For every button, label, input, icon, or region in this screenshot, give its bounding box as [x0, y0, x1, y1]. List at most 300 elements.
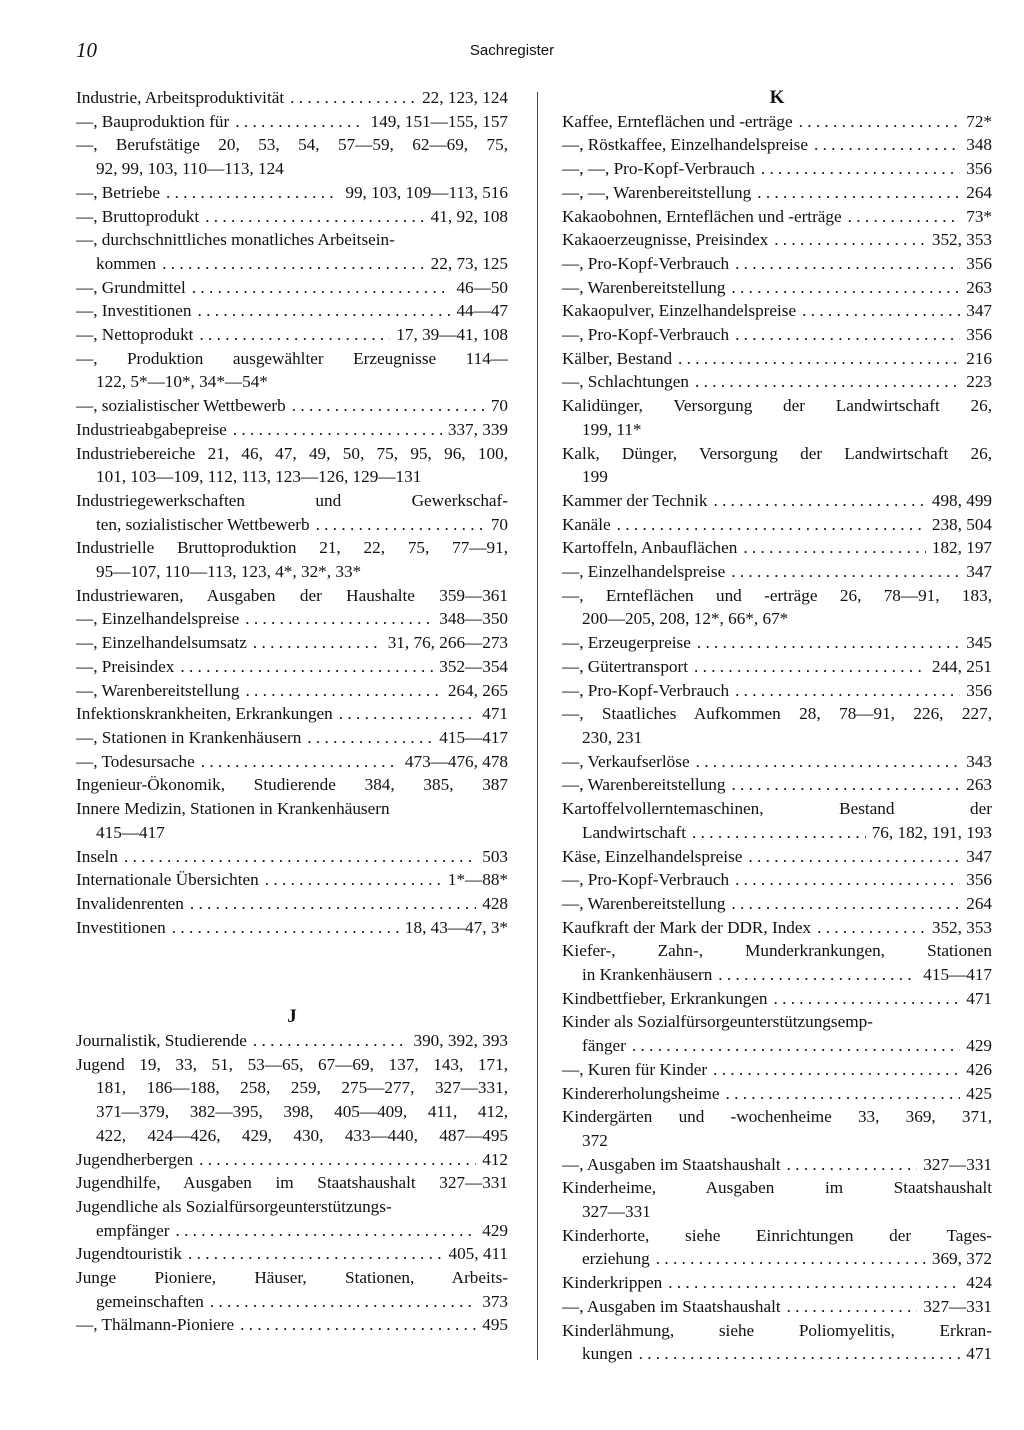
entry-line: [562, 1224, 992, 1248]
entry-pages: 356: [966, 325, 992, 345]
entry-continuation-line: [76, 821, 508, 845]
index-entry: [76, 536, 508, 583]
entry-pages: 216: [966, 348, 992, 368]
dot-leader: [201, 750, 399, 774]
entry-pages: 18, 43—47, 3*: [404, 917, 508, 937]
entry-pages: 471: [966, 1344, 992, 1364]
entry-text: —, Ernteflächen und -erträge 26, 78—91, 183,: [562, 585, 992, 605]
entry-pages: 182, 197: [931, 538, 992, 558]
entry-pages: 415—417: [923, 965, 992, 985]
dot-leader: [718, 963, 917, 987]
index-entry: [562, 916, 992, 940]
entry-pages: 99, 103, 109—113, 516: [345, 182, 508, 202]
index-entry: [562, 347, 992, 371]
index-entry: [562, 584, 992, 631]
dot-leader: [696, 750, 961, 774]
index-entry: [562, 868, 992, 892]
entry-line: [562, 1319, 992, 1343]
entry-term: Landwirtschaft: [582, 822, 687, 842]
entry-line: [76, 584, 508, 608]
dot-leader: [678, 347, 960, 371]
dot-leader: [748, 845, 960, 869]
entry-line: [76, 1171, 508, 1195]
dot-leader: [253, 1029, 408, 1053]
entry-line: [562, 1295, 992, 1319]
entry-term: —, Grundmittel: [76, 277, 186, 297]
entry-pages: 76, 182, 191, 193: [871, 822, 992, 842]
entry-term: kommen: [96, 253, 157, 273]
index-entry: [76, 489, 508, 536]
dot-leader: [787, 1295, 918, 1319]
entry-term: —, Stationen in Krankenhäusern: [76, 727, 302, 747]
index-entry: [76, 607, 508, 631]
entry-line: [76, 536, 508, 560]
entry-pages: 424: [966, 1273, 992, 1293]
entry-line: [562, 323, 992, 347]
dot-leader: [617, 513, 926, 537]
entry-line: [76, 679, 508, 703]
entry-continuation-line: [562, 1200, 992, 1224]
entry-term: —, Todesursache: [76, 751, 195, 771]
entry-line: [76, 418, 508, 442]
entry-term: Kinderkrippen: [562, 1273, 663, 1293]
entry-text: Jugendliche als Sozialfürsorgeunterstützungs-: [76, 1196, 392, 1216]
entry-term: —, Gütertransport: [562, 656, 689, 676]
entry-pages: 495: [482, 1315, 508, 1335]
entry-continuation-line: [76, 1124, 508, 1148]
index-entry: [76, 726, 508, 750]
index-entry: [562, 1105, 992, 1152]
entry-continuation-line: [76, 370, 508, 394]
entry-line: [562, 560, 992, 584]
index-entry: [562, 1153, 992, 1177]
dot-leader: [695, 370, 960, 394]
entry-term: —, Investitionen: [76, 301, 192, 321]
index-entry: [562, 513, 992, 537]
dot-leader: [697, 631, 960, 655]
entry-text: Kalidünger, Versorgung der Landwirtschaft 26,: [562, 396, 992, 416]
entry-continuation-line: [76, 513, 508, 537]
entry-term: Kindererholungsheime: [562, 1083, 720, 1103]
dot-leader: [292, 394, 485, 418]
index-entry: [562, 110, 992, 134]
entry-term: Journalistik, Studierende: [76, 1031, 247, 1051]
entry-line: [562, 845, 992, 869]
entry-pages: 17, 39—41, 108: [396, 325, 508, 345]
index-entry: [562, 1295, 992, 1319]
index-entry: [76, 1171, 508, 1195]
entry-term: —, Warenbereitstellung: [76, 680, 240, 700]
dot-leader: [668, 1271, 960, 1295]
entry-pages: 405, 411: [448, 1244, 508, 1264]
entry-term: —, Einzelhandelspreise: [76, 609, 240, 629]
dot-leader: [632, 1034, 960, 1058]
entry-line: [562, 1105, 992, 1129]
entry-line: [562, 1058, 992, 1082]
index-entry: [562, 276, 992, 300]
index-entry: [76, 1029, 508, 1053]
index-entry: [562, 1176, 992, 1223]
entry-term: —, Pro-Kopf-Verbrauch: [562, 325, 730, 345]
entry-pages: 149, 151—155, 157: [370, 111, 508, 131]
entry-term: —, Bauproduktion für: [76, 111, 230, 131]
entry-term: Käse, Einzelhandelspreise: [562, 846, 743, 866]
entry-term: —, Erzeugerpreise: [562, 633, 691, 653]
entry-line: [562, 513, 992, 537]
entry-text: 422, 424—426, 429, 430, 433—440, 487—495: [96, 1125, 508, 1145]
index-entry: [562, 1224, 992, 1271]
dot-leader: [199, 323, 390, 347]
dot-leader: [339, 702, 476, 726]
entry-term: erziehung: [582, 1249, 650, 1269]
entry-pages: 263: [966, 775, 992, 795]
index-entry: [76, 868, 508, 892]
index-entry: [76, 584, 508, 608]
dot-leader: [639, 1342, 961, 1366]
entry-term: —, Schlachtungen: [562, 372, 689, 392]
entry-text: 95—107, 110—113, 123, 4*, 32*, 33*: [96, 562, 362, 582]
entry-pages: 31, 76, 266—273: [387, 633, 508, 653]
entry-term: in Krankenhäusern: [582, 965, 713, 985]
index-entry: [562, 845, 992, 869]
entry-pages: 70: [490, 514, 508, 534]
index-entry: [562, 394, 992, 441]
entry-text: Industrielle Bruttoproduktion 21, 22, 75, 77—91,: [76, 538, 508, 558]
entry-pages: 356: [966, 159, 992, 179]
dot-leader: [175, 1219, 476, 1243]
entry-continuation-line: [562, 465, 992, 489]
entry-line: [76, 1242, 508, 1266]
entry-pages: 70: [490, 396, 508, 416]
dot-leader: [307, 726, 433, 750]
index-entry: [76, 181, 508, 205]
entry-line: [562, 655, 992, 679]
index-entry: [562, 1271, 992, 1295]
entry-continuation-line: [76, 1100, 508, 1124]
entry-pages: 498, 499: [931, 490, 992, 510]
entry-term: Kammer der Technik: [562, 490, 708, 510]
entry-line: [76, 323, 508, 347]
index-column-left: [76, 86, 508, 1337]
entry-line: [562, 916, 992, 940]
index-entry: [562, 679, 992, 703]
dot-leader: [692, 821, 866, 845]
section-letter: J: [287, 1006, 297, 1028]
entry-term: —, Warenbereitstellung: [562, 775, 726, 795]
index-entry: [562, 773, 992, 797]
dot-leader: [726, 1082, 961, 1106]
index-entry: [76, 702, 508, 726]
index-entry: [76, 797, 508, 844]
entry-term: —, Pro-Kopf-Verbrauch: [562, 680, 730, 700]
entry-text: —, Staatliches Aufkommen 28, 78—91, 226, 227,: [562, 704, 992, 724]
entry-continuation-line: [562, 1342, 992, 1366]
index-entry: [76, 86, 508, 110]
entry-continuation-line: [562, 418, 992, 442]
entry-line: [76, 1029, 508, 1053]
entry-pages: 244, 251: [931, 656, 992, 676]
entry-pages: 425: [966, 1083, 992, 1103]
entry-term: —, Warenbereitstellung: [562, 893, 726, 913]
entry-text: —, durchschnittliches monatliches Arbeitsein-: [76, 230, 395, 250]
entry-line: [76, 892, 508, 916]
entry-pages: 429: [482, 1220, 508, 1240]
entry-pages: 264: [966, 182, 992, 202]
index-entry: [76, 1148, 508, 1172]
entry-pages: 352, 353: [931, 230, 992, 250]
index-entry: [76, 228, 508, 275]
entry-text: Jugend 19, 33, 51, 53—65, 67—69, 137, 143, 171,: [76, 1054, 508, 1074]
entry-pages: 327—331: [923, 1154, 992, 1174]
entry-line: [562, 797, 992, 821]
entry-text: 230, 231: [582, 727, 643, 747]
entry-text: —, Produktion ausgewählter Erzeugnisse 114—: [76, 348, 508, 368]
entry-text: Kindergärten und -wochenheime 33, 369, 371,: [562, 1107, 992, 1127]
index-entry: [562, 1319, 992, 1366]
entry-line: [76, 1148, 508, 1172]
entry-line: [562, 1176, 992, 1200]
entry-text: 199: [582, 467, 608, 487]
index-entry: [562, 987, 992, 1011]
entry-continuation-line: [562, 1247, 992, 1271]
dot-leader: [735, 868, 960, 892]
dot-leader: [316, 513, 485, 537]
entry-text: 199, 11*: [582, 419, 642, 439]
entry-line: [76, 1266, 508, 1290]
index-entry: [562, 442, 992, 489]
entry-term: gemeinschaften: [96, 1291, 204, 1311]
entry-text: —, Berufstätige 20, 53, 54, 57—59, 62—69, 75,: [76, 135, 508, 155]
entry-line: [76, 276, 508, 300]
entry-pages: 426: [966, 1059, 992, 1079]
page-number: 10: [76, 38, 97, 62]
entry-pages: 263: [966, 277, 992, 297]
entry-line: [76, 394, 508, 418]
index-entry: [76, 1266, 508, 1313]
entry-line: [562, 205, 992, 229]
index-entry: [562, 750, 992, 774]
entry-term: —, Bruttoprodukt: [76, 206, 200, 226]
dot-leader: [713, 489, 925, 513]
entry-pages: 22, 123, 124: [422, 88, 508, 107]
entry-term: —, Pro-Kopf-Verbrauch: [562, 870, 730, 890]
entry-continuation-line: [562, 726, 992, 750]
entry-pages: 347: [966, 301, 992, 321]
entry-pages: 503: [482, 846, 508, 866]
entry-pages: 369, 372: [931, 1249, 992, 1269]
dot-leader: [713, 1058, 960, 1082]
dot-leader: [735, 679, 960, 703]
entry-text: Kinderheime, Ausgaben im Staatshaushalt: [562, 1178, 992, 1198]
running-head: Sachregister: [469, 42, 555, 59]
entry-line: [562, 750, 992, 774]
index-entry: [76, 892, 508, 916]
index-entry: [562, 181, 992, 205]
entry-line: [76, 299, 508, 323]
entry-text: 181, 186—188, 258, 259, 275—277, 327—331,: [96, 1078, 508, 1098]
entry-line: [76, 133, 508, 157]
entry-line: [76, 845, 508, 869]
entry-text: Kinderhorte, siehe Einrichtungen der Tages-: [562, 1225, 992, 1245]
index-entry: [562, 797, 992, 844]
dot-leader: [290, 86, 416, 110]
column-divider: [537, 92, 538, 1360]
entry-term: —, sozialistischer Wettbewerb: [76, 396, 286, 416]
dot-leader: [188, 1242, 442, 1266]
entry-pages: 352—354: [439, 656, 508, 676]
entry-continuation-line: [76, 252, 508, 276]
index-entry: [76, 1313, 508, 1337]
index-entry: [562, 133, 992, 157]
entry-text: Innere Medizin, Stationen in Krankenhäusern: [76, 799, 390, 819]
index-entry: [562, 655, 992, 679]
entry-pages: 352, 353: [931, 917, 992, 937]
entry-term: Kakaobohnen, Ernteflächen und -erträge: [562, 206, 842, 226]
entry-line: [562, 394, 992, 418]
entry-line: [76, 607, 508, 631]
entry-text: Kiefer-, Zahn-, Munderkrankungen, Stationen: [562, 941, 992, 961]
entry-term: —, Einzelhandelsumsatz: [76, 633, 247, 653]
entry-pages: 264: [966, 893, 992, 913]
dot-leader: [743, 536, 926, 560]
entry-text: 92, 99, 103, 110—113, 124: [96, 159, 284, 179]
entry-line: [562, 892, 992, 916]
dot-leader: [180, 655, 433, 679]
dot-leader: [735, 323, 960, 347]
entry-line: [76, 797, 508, 821]
index-entry: [76, 394, 508, 418]
index-entry: [562, 205, 992, 229]
entry-term: Kakaoerzeugnisse, Preisindex: [562, 230, 769, 250]
dot-leader: [802, 299, 960, 323]
dot-leader: [124, 845, 476, 869]
index-entry: [562, 489, 992, 513]
section-spacer: [76, 939, 508, 1005]
entry-term: —, Röstkaffee, Einzelhandelspreise: [562, 135, 808, 155]
dot-leader: [731, 773, 960, 797]
entry-text: 415—417: [96, 822, 165, 842]
entry-term: —, Preisindex: [76, 656, 175, 676]
dot-leader: [199, 1148, 476, 1172]
entry-line: [562, 1153, 992, 1177]
index-entry: [76, 845, 508, 869]
entry-line: [76, 631, 508, 655]
entry-term: Kartoffeln, Anbauflächen: [562, 538, 738, 558]
dot-leader: [731, 560, 960, 584]
entry-line: [562, 442, 992, 466]
index-entry: [562, 939, 992, 986]
dot-leader: [774, 987, 961, 1011]
entry-continuation-line: [76, 1076, 508, 1100]
entry-term: Kakaopulver, Einzelhandelspreise: [562, 301, 797, 321]
dot-leader: [787, 1153, 918, 1177]
index-entry: [76, 750, 508, 774]
index-entry: [562, 631, 992, 655]
dot-leader: [210, 1290, 476, 1314]
index-entry: [562, 892, 992, 916]
entry-term: Investitionen: [76, 917, 166, 937]
index-entry: [76, 916, 508, 940]
entry-line: [562, 1010, 992, 1034]
entry-line: [562, 181, 992, 205]
entry-pages: 356: [966, 253, 992, 273]
entry-line: [562, 1271, 992, 1295]
entry-term: —, Warenbereitstellung: [562, 277, 726, 297]
entry-line: [562, 110, 992, 134]
entry-pages: 223: [966, 372, 992, 392]
entry-line: [562, 489, 992, 513]
entry-text: Kinder als Sozialfürsorgeunterstützungsemp-: [562, 1012, 873, 1032]
entry-line: [76, 655, 508, 679]
entry-pages: 343: [966, 751, 992, 771]
entry-term: Industrie, Arbeitsproduktivität: [76, 88, 285, 107]
dot-leader: [205, 205, 424, 229]
index-entry: [562, 560, 992, 584]
entry-term: Kindbettfieber, Erkrankungen: [562, 988, 768, 1008]
dot-leader: [245, 607, 433, 631]
entry-line: [76, 489, 508, 513]
entry-pages: 356: [966, 680, 992, 700]
entry-term: Jugendherbergen: [76, 1149, 194, 1169]
entry-line: [562, 1082, 992, 1106]
entry-pages: 347: [966, 846, 992, 866]
entry-term: —, Betriebe: [76, 182, 160, 202]
entry-continuation-line: [562, 963, 992, 987]
entry-line: [76, 228, 508, 252]
dot-leader: [190, 892, 476, 916]
entry-text: Ingenieur-Ökonomik, Studierende 384, 385, 387: [76, 775, 508, 795]
entry-term: —, Pro-Kopf-Verbrauch: [562, 253, 730, 273]
entry-pages: 1*—88*: [447, 870, 508, 890]
dot-leader: [757, 181, 960, 205]
entry-pages: 473—476, 478: [404, 751, 508, 771]
index-entry: [562, 157, 992, 181]
index-entry: [562, 370, 992, 394]
entry-pages: 345: [966, 633, 992, 653]
entry-continuation-line: [562, 1034, 992, 1058]
entry-pages: 73*: [966, 206, 992, 226]
entry-line: [76, 868, 508, 892]
dot-leader: [162, 252, 425, 276]
entry-text: 122, 5*—10*, 34*—54*: [96, 372, 268, 392]
entry-pages: 356: [966, 870, 992, 890]
entry-continuation-line: [76, 157, 508, 181]
dot-leader: [656, 1247, 926, 1271]
index-entry: [562, 1010, 992, 1057]
index-entry: [562, 323, 992, 347]
index-entry: [76, 276, 508, 300]
entry-text: Kartoffelvollerntemaschinen, Bestand der: [562, 799, 992, 819]
entry-term: —, Ausgaben im Staatshaushalt: [562, 1154, 781, 1174]
index-entry: [76, 679, 508, 703]
dot-leader: [240, 1313, 476, 1337]
index-entry: [562, 1058, 992, 1082]
entry-text: Junge Pioniere, Häuser, Stationen, Arbeits-: [76, 1268, 508, 1288]
entry-line: [562, 157, 992, 181]
dot-leader: [265, 868, 442, 892]
entry-term: Internationale Übersichten: [76, 870, 259, 890]
entry-term: —, —, Warenbereitstellung: [562, 182, 752, 202]
entry-line: [76, 916, 508, 940]
entry-term: Industrieabgabepreise: [76, 419, 227, 439]
entry-pages: 428: [482, 893, 508, 913]
entry-line: [562, 773, 992, 797]
index-entry: [562, 252, 992, 276]
entry-term: Jugendtouristik: [76, 1244, 182, 1264]
entry-line: [562, 370, 992, 394]
dot-leader: [735, 252, 960, 276]
index-entry: [76, 323, 508, 347]
